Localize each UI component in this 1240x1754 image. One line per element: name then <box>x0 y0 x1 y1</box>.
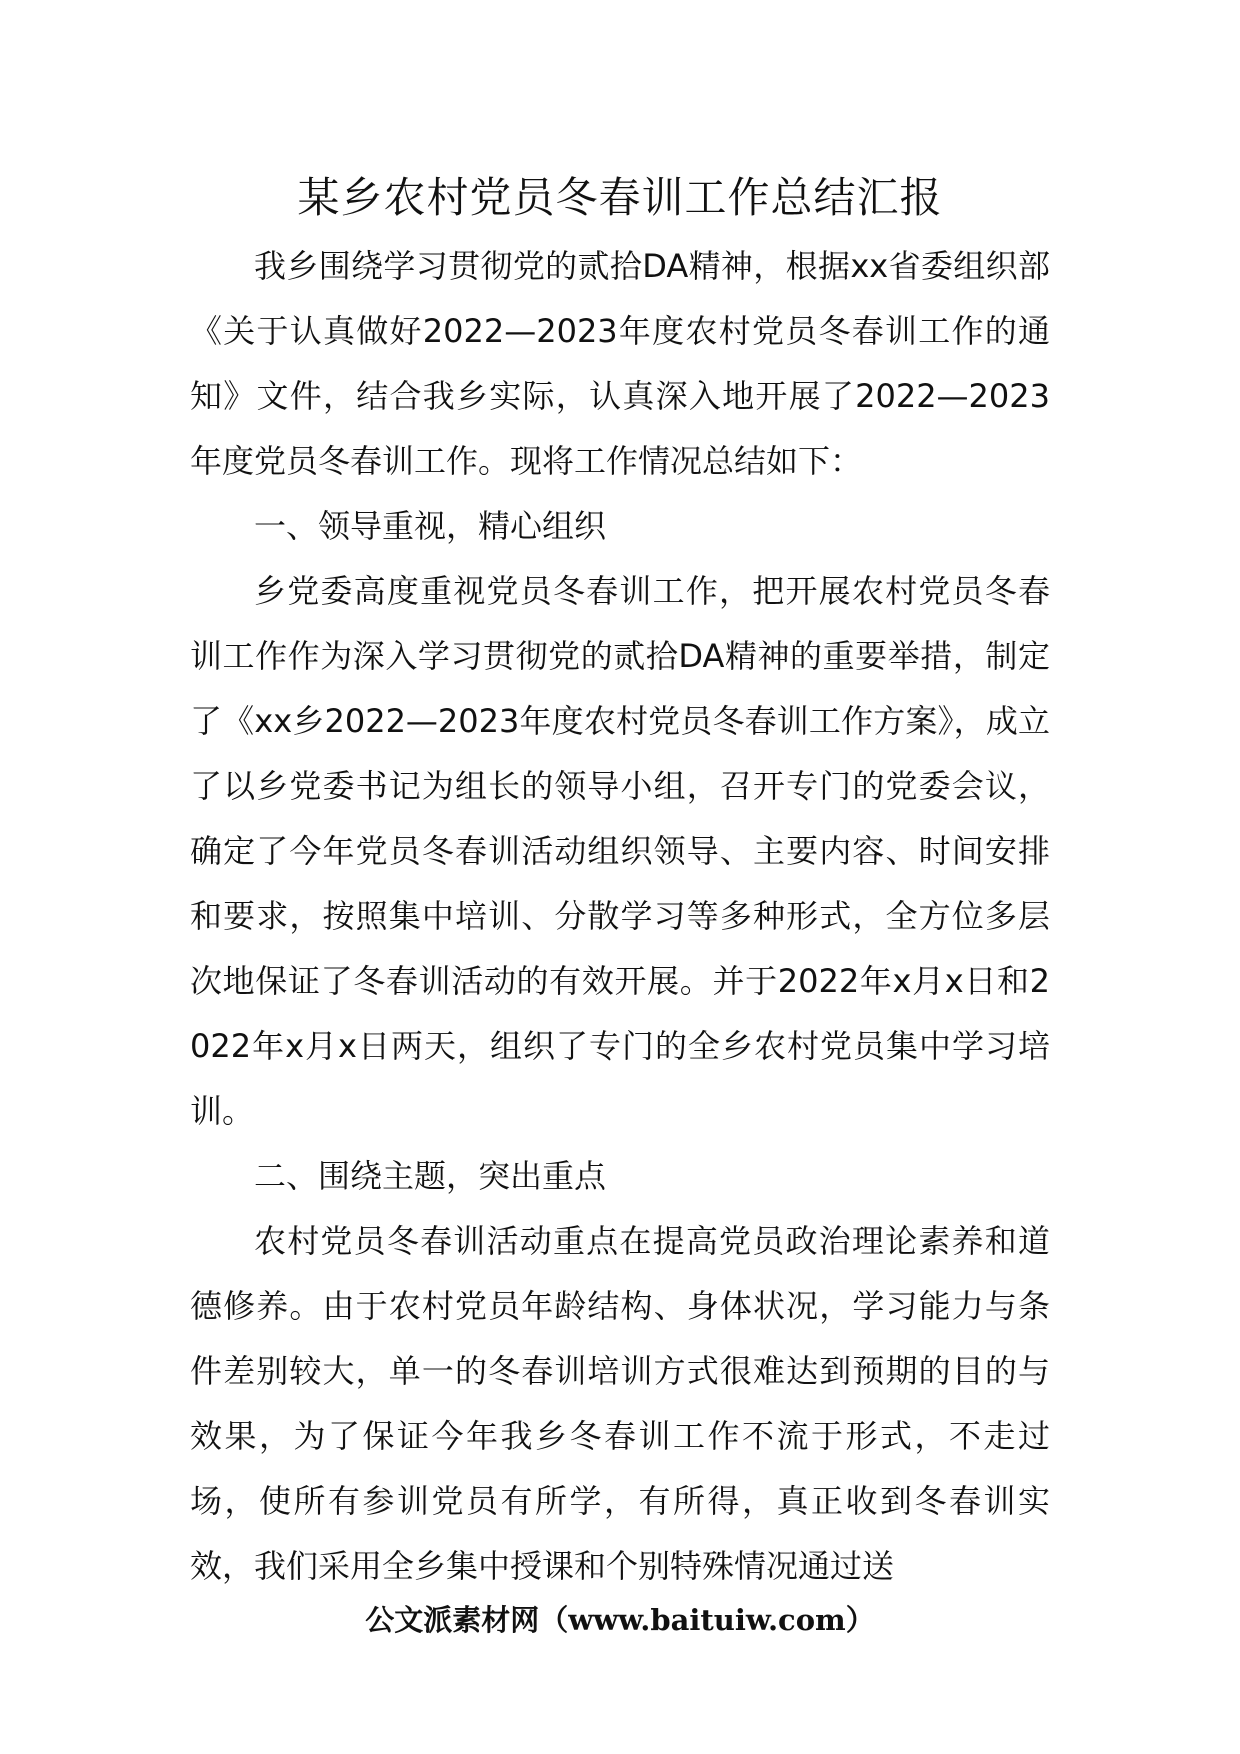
intro-paragraph: 我乡围绕学习贯彻党的贰拾DA精神，根据xx省委组织部《关于认真做好2022—2023年度农村党员冬春训工作的通知》文件，结合我乡实际，认真深入地开展了2022—2023年度党员冬春训工作。现将工作情况总结如下： <box>190 247 1050 480</box>
document-title: 某乡农村党员冬春训工作总结汇报 <box>297 173 943 222</box>
footer-watermark: 公文派素材网（www.baituiw.com） <box>365 1603 875 1637</box>
document-body <box>190 234 1050 1599</box>
section-2-paragraph: 农村党员冬春训活动重点在提高党员政治理论素养和道德修养。由于农村党员年龄结构、身体状况，学习能力与条件差别较大，单一的冬春训培训方式很难达到预期的目的与效果，为了保证今年我乡冬春训工作不流于形式，不走过场，使所有参训党员有所学，有所得，真正收到冬春训实效，我们采用全乡集中授课和个别特殊情况通过送 <box>190 1222 1050 1585</box>
section-heading-1: 一、领导重视，精心组织 <box>254 507 607 545</box>
section-heading-2: 二、围绕主题，突出重点 <box>254 1157 607 1195</box>
section-1-paragraph: 乡党委高度重视党员冬春训工作，把开展农村党员冬春训工作作为深入学习贯彻党的贰拾DA精神的重要举措，制定了《xx乡2022—2023年度农村党员冬春训工作方案》，成立了以乡党委书记为组长的领导小组，召开专门的党委会议，确定了今年党员冬春训活动组织领导、主要内容、时间安排和要求，按照集中培训、分散学习等多种形式，全方位多层次地保证了冬春训活动的有效开展。并于2022年x月x日和2022年x月x日两天，组织了专门的全乡农村党员集中学习培训。 <box>190 572 1050 1130</box>
